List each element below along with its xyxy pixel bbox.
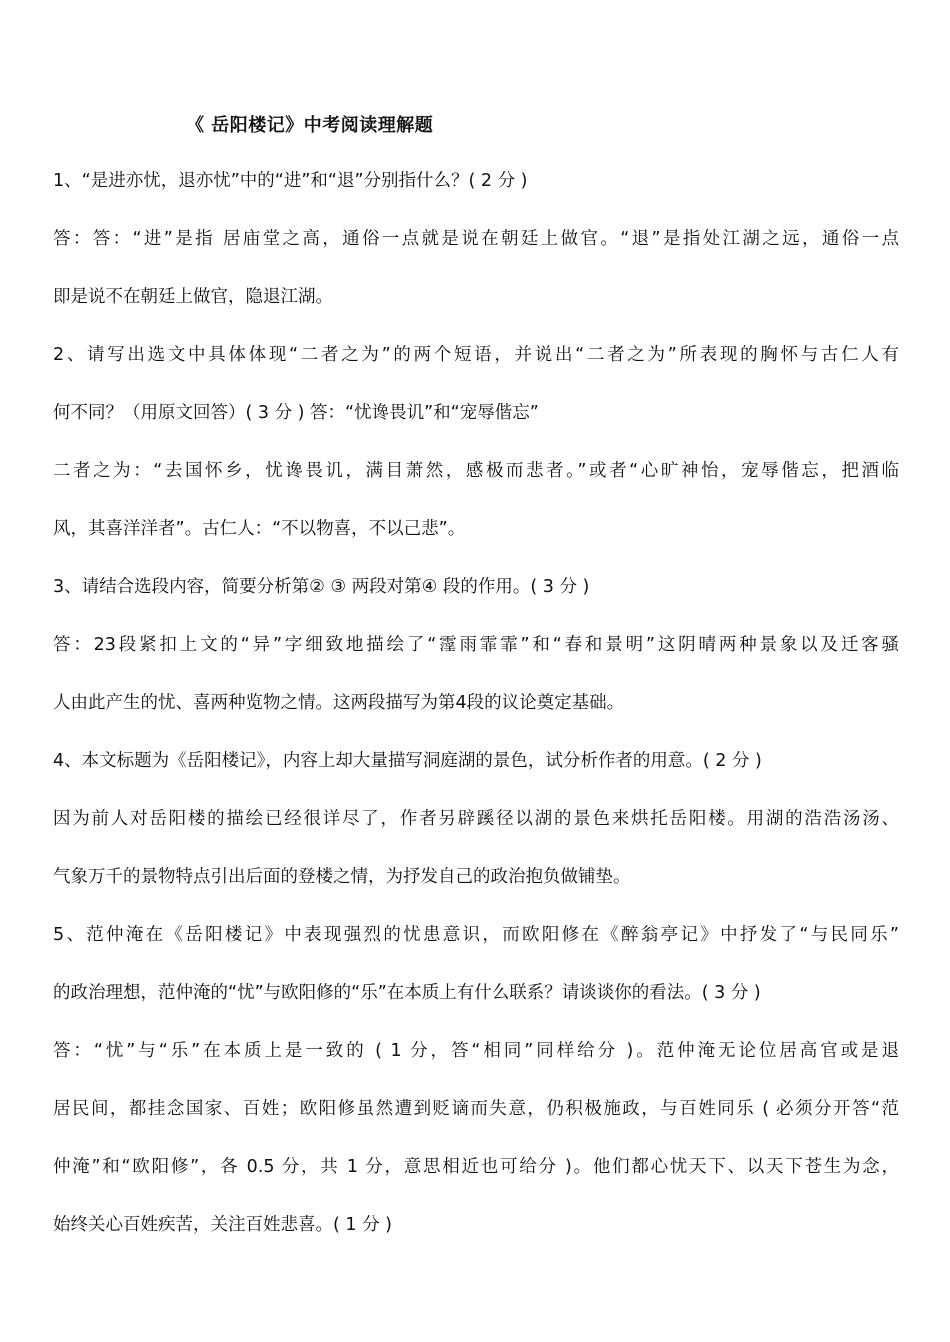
answer-2-line-2: 风，其喜洋洋者”。古仁人：“不以物喜，不以己悲”。 [53,519,466,539]
question-2-line-2: 何不同？（用原文回答）( 3 分 ) 答：“忧谗畏讥”和“宠辱偕忘” [53,403,539,423]
answer-1-line-1: 答：答：“进”是指 居庙堂之高，通俗一点就是说在朝廷上做官。“退”是指处江湖之远，通俗一点 [53,229,899,249]
answer-2-line-1: 二者之为：“去国怀乡，忧谗畏讥，满目萧然，感极而悲者。”或者“心旷神怡，宠辱偕忘，把酒临 [53,461,899,481]
answer-5-line-4: 始终关心百姓疾苦，关注百姓悲喜。( 1 分 ) [53,1215,392,1235]
question-1: 1、“是进亦忧，退亦忧”中的“进”和“退”分别指什么？( 2 分 ) [53,171,528,191]
answer-5-line-1: 答：“忧”与“乐”在本质上是一致的 ( 1 分，答“相同”同样给分 )。范仲淹无论位居高官或是退 [53,1041,899,1061]
question-4: 4、本文标题为《岳阳楼记》，内容上却大量描写洞庭湖的景色，试分析作者的用意。( 2 分 ) [53,751,762,771]
question-5-line-1: 5、范仲淹在《岳阳楼记》中表现强烈的忧患意识，而欧阳修在《醉翁亭记》中抒发了“与民同乐” [53,925,899,945]
answer-1-line-2: 即是说不在朝廷上做官，隐退江湖。 [53,287,333,307]
answer-4-line-2: 气象万千的景物特点引出后面的登楼之情，为抒发自己的政治抱负做铺垫。 [53,867,631,887]
answer-5-line-2: 居民间，都挂念国家、百姓；欧阳修虽然遭到贬谪而失意，仍积极施政，与百姓同乐 ( 必须分开答“范 [53,1099,899,1119]
answer-3-line-1: 答：23段紧扣上文的“异”字细致地描绘了“霪雨霏霏”和“春和景明”这阴晴两种景象以及迁客骚 [53,635,899,655]
answer-3-line-2: 人由此产生的忧、喜两种览物之情。这两段描写为第4段的议论奠定基础。 [53,693,625,713]
answer-4-line-1: 因为前人对岳阳楼的描绘已经很详尽了，作者另辟蹊径以湖的景色来烘托岳阳楼。用湖的浩浩汤汤、 [53,809,899,829]
document-title: 《 岳阳楼记》中考阅读理解题 [186,115,434,136]
answer-5-line-3: 仲淹”和“欧阳修”，各 0.5 分，共 1 分，意思相近也可给分 )。他们都心忧天下、以天下苍生为念， [53,1157,899,1177]
question-5-line-2: 的政治理想，范仲淹的“忧”与欧阳修的“乐”在本质上有什么联系？请谈谈你的看法。( 3 分 ) [53,983,761,1003]
question-3: 3、请结合选段内容，简要分析第② ③ 两段对第④ 段的作用。( 3 分 ) [53,577,590,597]
question-2-line-1: 2、请写出选文中具体体现“二者之为”的两个短语，并说出“二者之为”所表现的胸怀与古仁人有 [53,345,899,365]
